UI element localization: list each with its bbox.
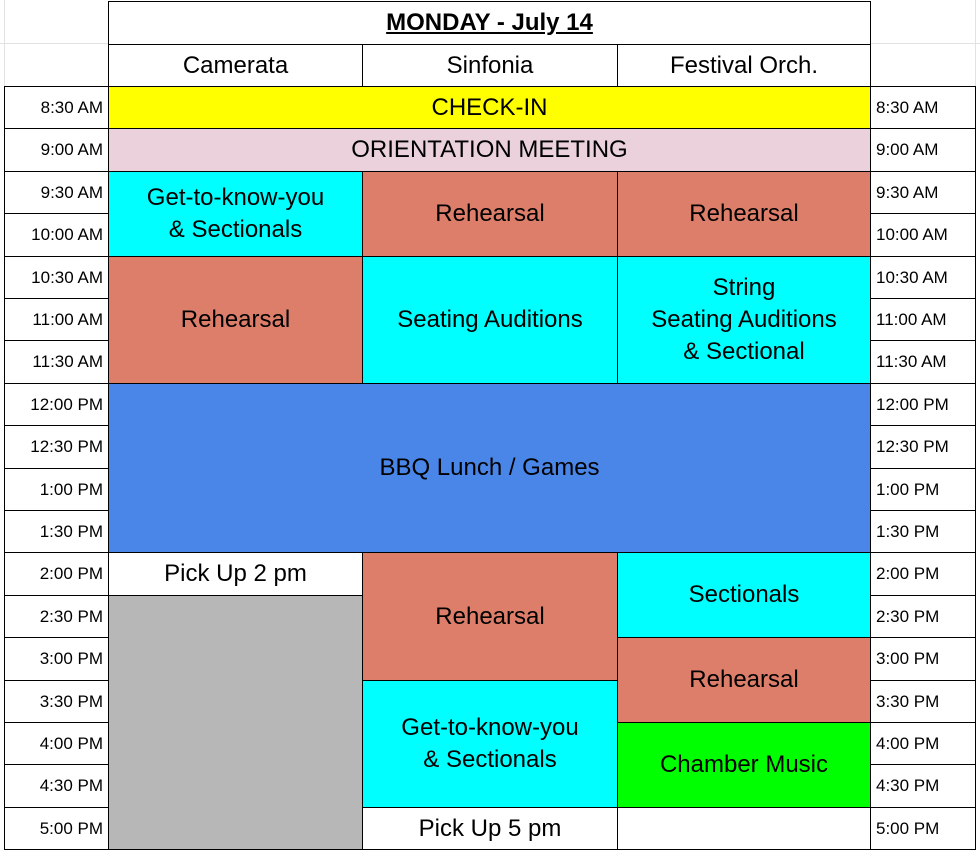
event-camerata-rehearsal-am: Rehearsal	[108, 256, 363, 384]
column-header-festival: Festival Orch.	[617, 44, 871, 87]
gridline	[4, 0, 5, 86]
time-label-left: 10:00 AM	[4, 213, 109, 257]
time-label-right: 1:30 PM	[870, 510, 976, 553]
event-festival-string-seating-auditions: String Seating Auditions & Sectional	[617, 256, 871, 384]
time-label-right: 11:30 AM	[870, 340, 976, 384]
time-label-right: 12:30 PM	[870, 425, 976, 469]
gridline	[0, 43, 108, 44]
time-label-left: 3:00 PM	[4, 637, 109, 681]
event-sinfonia-rehearsal-pm: Rehearsal	[362, 552, 618, 681]
event-sinfonia-rehearsal-am: Rehearsal	[362, 171, 618, 257]
schedule-title: MONDAY - July 14	[108, 1, 871, 45]
time-label-right: 10:30 AM	[870, 256, 976, 299]
event-festival-chamber-music: Chamber Music	[617, 722, 871, 808]
time-label-left: 4:00 PM	[4, 722, 109, 765]
time-label-right: 8:30 AM	[870, 86, 976, 129]
time-label-right: 10:00 AM	[870, 213, 976, 257]
event-camerata-pick-up: Pick Up 2 pm	[108, 552, 363, 596]
time-label-left: 2:30 PM	[4, 595, 109, 638]
time-label-left: 11:30 AM	[4, 340, 109, 384]
event-festival-rehearsal-pm: Rehearsal	[617, 637, 871, 723]
gridline	[870, 43, 980, 44]
time-label-left: 9:00 AM	[4, 128, 109, 172]
event-camerata-get-to-know-you: Get-to-know-you & Sectionals	[108, 171, 363, 257]
event-sinfonia-seating-auditions: Seating Auditions	[362, 256, 618, 384]
event-camerata-empty	[108, 595, 363, 850]
event-festival-sectionals: Sectionals	[617, 552, 871, 638]
column-header-camerata: Camerata	[108, 44, 363, 87]
time-label-left: 12:30 PM	[4, 425, 109, 469]
time-label-right: 9:30 AM	[870, 171, 976, 214]
time-label-left: 11:00 AM	[4, 298, 109, 341]
time-label-right: 4:30 PM	[870, 764, 976, 808]
event-festival-rehearsal-am: Rehearsal	[617, 171, 871, 257]
time-label-right: 5:00 PM	[870, 807, 976, 850]
event-sinfonia-pick-up: Pick Up 5 pm	[362, 807, 618, 850]
event-orientation-meeting: ORIENTATION MEETING	[108, 128, 871, 172]
time-label-right: 11:00 AM	[870, 298, 976, 341]
time-label-right: 9:00 AM	[870, 128, 976, 172]
time-label-left: 3:30 PM	[4, 680, 109, 723]
event-sinfonia-get-to-know-you: Get-to-know-you & Sectionals	[362, 680, 618, 808]
gridline	[975, 0, 976, 86]
time-label-right: 4:00 PM	[870, 722, 976, 765]
time-label-left: 1:30 PM	[4, 510, 109, 553]
time-label-left: 2:00 PM	[4, 552, 109, 596]
time-label-left: 8:30 AM	[4, 86, 109, 129]
time-label-left: 4:30 PM	[4, 764, 109, 808]
time-label-right: 12:00 PM	[870, 383, 976, 426]
column-header-sinfonia: Sinfonia	[362, 44, 618, 87]
event-check-in: CHECK-IN	[108, 86, 871, 129]
time-label-left: 5:00 PM	[4, 807, 109, 850]
time-label-left: 10:30 AM	[4, 256, 109, 299]
time-label-left: 1:00 PM	[4, 468, 109, 511]
time-label-right: 3:00 PM	[870, 637, 976, 681]
event-bbq-lunch-games: BBQ Lunch / Games	[108, 383, 871, 553]
time-label-right: 2:00 PM	[870, 552, 976, 596]
event-festival-empty	[617, 807, 871, 850]
time-label-right: 1:00 PM	[870, 468, 976, 511]
time-label-right: 2:30 PM	[870, 595, 976, 638]
time-label-right: 3:30 PM	[870, 680, 976, 723]
time-label-left: 12:00 PM	[4, 383, 109, 426]
time-label-left: 9:30 AM	[4, 171, 109, 214]
